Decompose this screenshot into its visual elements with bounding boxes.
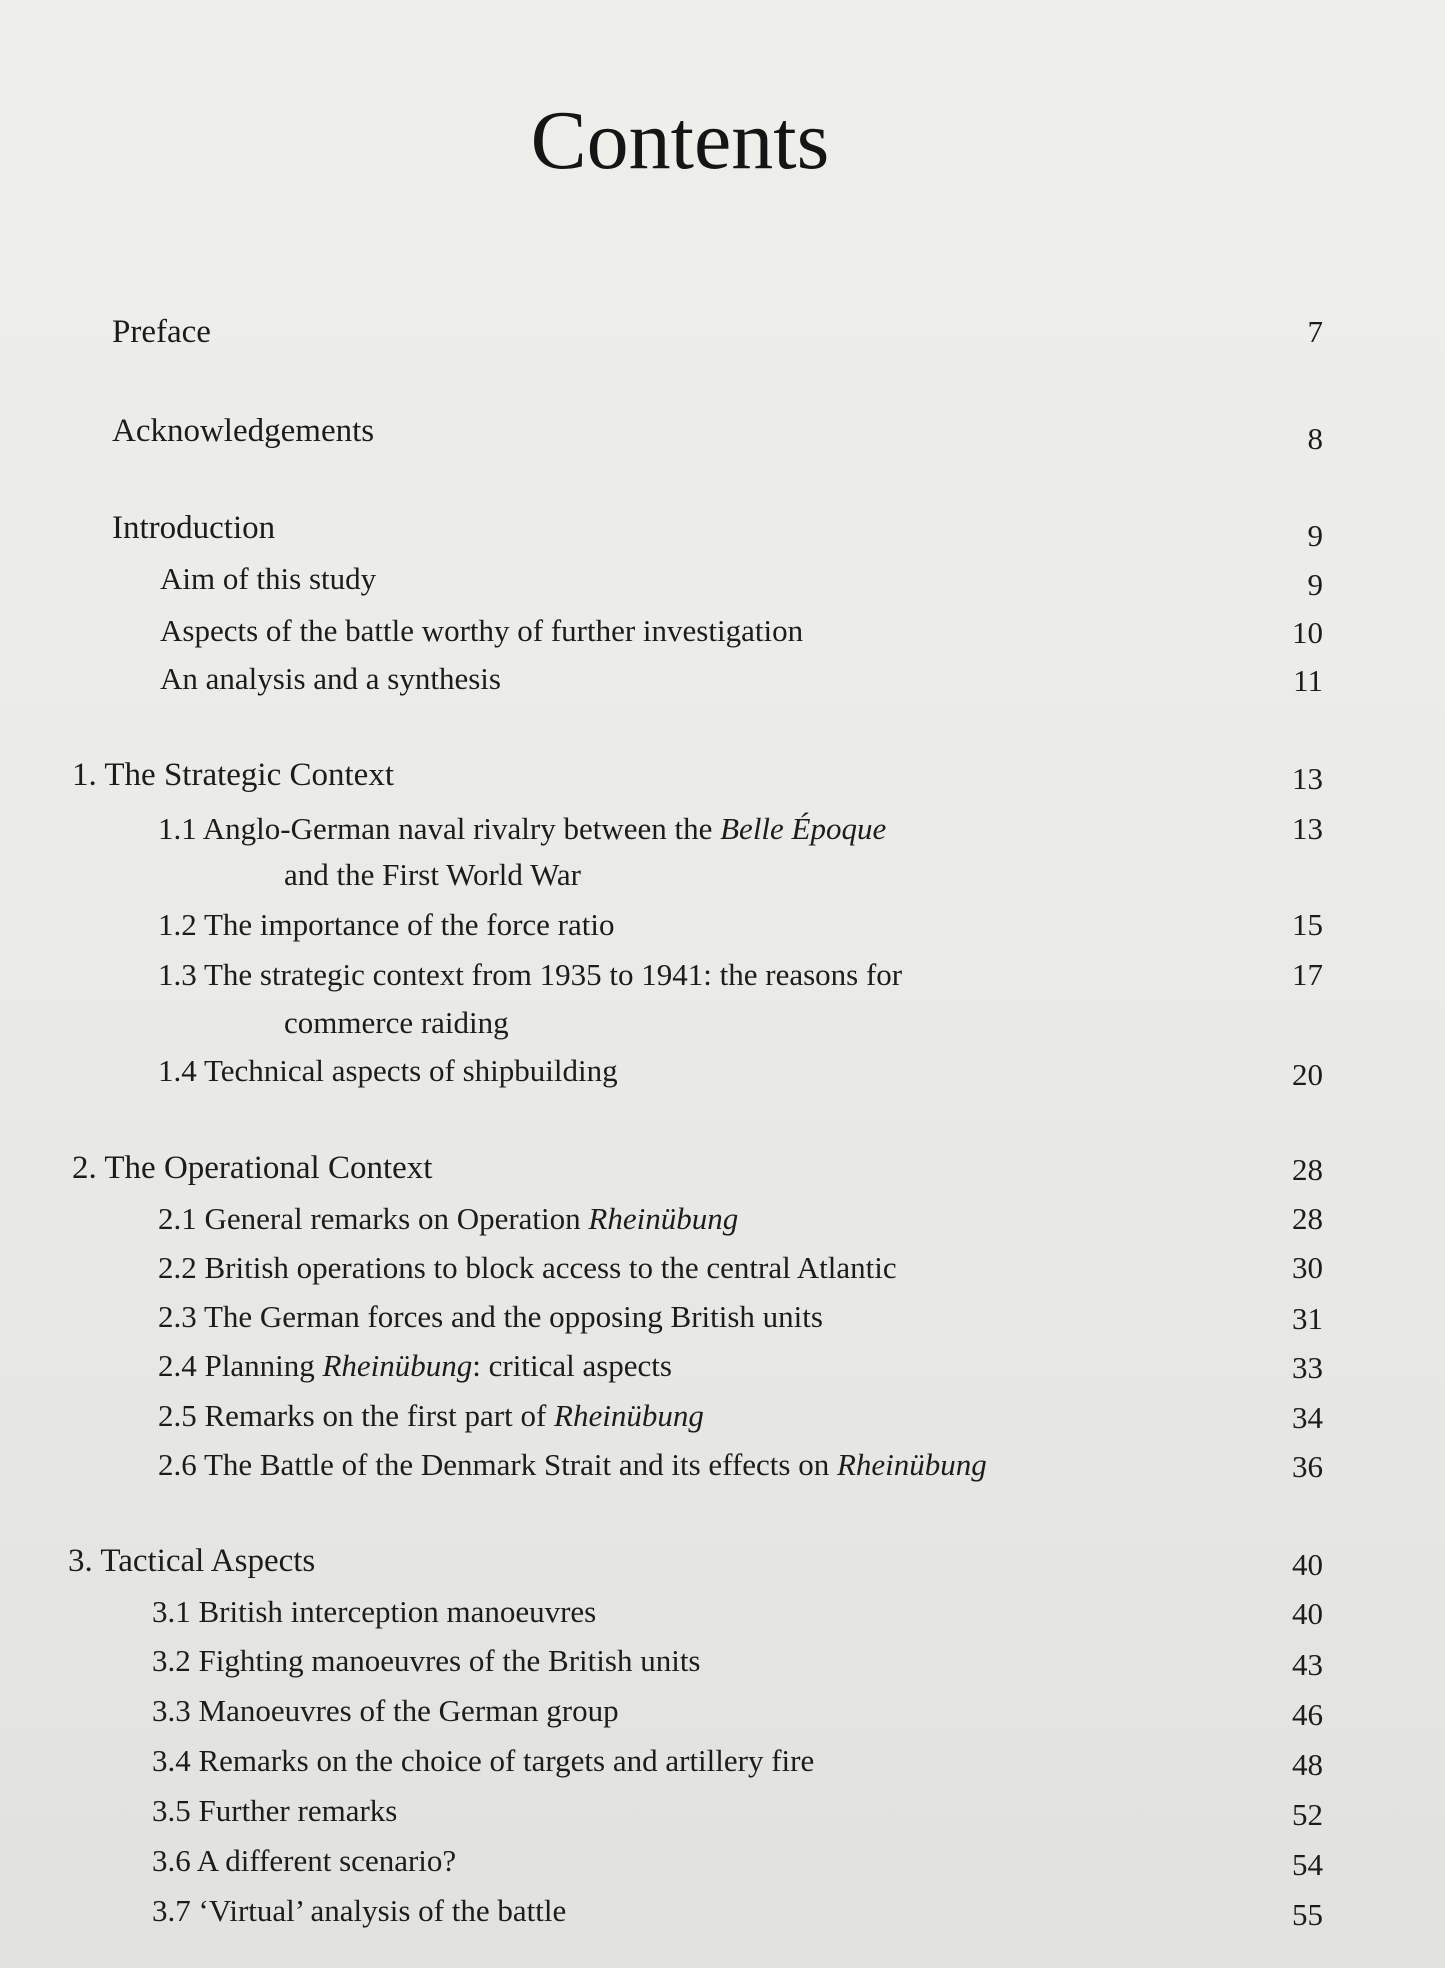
entry-page: 10 (1292, 615, 1323, 650)
toc-section-2-1[interactable] (0, 1196, 1445, 1242)
section-page: 13 (1292, 811, 1323, 846)
toc-section-2-6[interactable] (0, 1442, 1445, 1488)
page-title: Contents (530, 94, 830, 187)
section-label-continuation: commerce raiding (284, 1005, 509, 1040)
entry-page: 9 (1307, 518, 1323, 553)
section-label: 1.1 Anglo-German naval rivalry between the Belle Époque (158, 811, 887, 846)
section-label: 1.3 The strategic context from 1935 to 1941: the reasons for (158, 957, 903, 992)
toc-section-1-2[interactable] (0, 902, 1445, 948)
italic-term: Belle Époque (720, 811, 887, 846)
entry-label: Introduction (112, 510, 276, 546)
toc-entry-intro-analysis[interactable] (0, 656, 1445, 702)
chapter-page: 28 (1292, 1152, 1323, 1187)
entry-label: Acknowledgements (112, 413, 375, 449)
section-label: 2.3 The German forces and the opposing British units (158, 1299, 823, 1334)
chapter-label: 1. The Strategic Context (72, 757, 394, 793)
toc-chapter-3[interactable] (0, 1538, 1445, 1584)
section-page: 54 (1292, 1847, 1323, 1882)
toc-chapter-1[interactable] (0, 752, 1445, 798)
toc-section-3-7[interactable] (0, 1888, 1445, 1934)
chapter-page: 13 (1292, 761, 1323, 796)
section-page: 15 (1292, 907, 1323, 942)
section-label: 2.1 General remarks on Operation Rheinübung (158, 1201, 739, 1236)
toc-section-1-4[interactable] (0, 1048, 1445, 1094)
entry-label: An analysis and a synthesis (160, 661, 501, 696)
toc-section-3-2[interactable] (0, 1638, 1445, 1684)
chapter-label: 3. Tactical Aspects (68, 1543, 316, 1579)
toc-section-2-4[interactable] (0, 1343, 1445, 1389)
section-label: 2.5 Remarks on the first part of Rheinübung (158, 1398, 704, 1433)
toc-section-3-6[interactable] (0, 1838, 1445, 1884)
entry-page: 8 (1307, 421, 1323, 456)
section-page: 43 (1292, 1647, 1323, 1682)
toc-section-3-4[interactable] (0, 1738, 1445, 1784)
toc-entry-intro-aspects[interactable] (0, 608, 1445, 654)
section-label: 3.4 Remarks on the choice of targets and artillery fire (152, 1743, 815, 1778)
entry-label: Aim of this study (160, 561, 377, 596)
toc-section-2-2[interactable] (0, 1245, 1445, 1291)
entry-page: 11 (1293, 663, 1323, 698)
toc-section-2-5[interactable] (0, 1393, 1445, 1439)
section-page: 48 (1292, 1747, 1323, 1782)
toc-section-3-1[interactable] (0, 1589, 1445, 1635)
chapter-page: 40 (1292, 1547, 1323, 1582)
section-label: 2.6 The Battle of the Denmark Strait and its effects on Rheinübung (158, 1447, 987, 1482)
section-label: 3.5 Further remarks (152, 1793, 398, 1828)
italic-term: Rheinübung (588, 1201, 739, 1236)
section-page: 31 (1292, 1301, 1323, 1336)
toc-section-1-3-continuation (0, 1000, 1445, 1046)
section-page: 52 (1292, 1797, 1323, 1832)
section-label: 3.3 Manoeuvres of the German group (152, 1693, 619, 1728)
section-page: 20 (1292, 1057, 1323, 1092)
toc-entry-preface[interactable] (0, 309, 1445, 355)
entry-label: Preface (112, 314, 211, 350)
toc-entry-introduction[interactable] (0, 505, 1445, 551)
section-label-continuation: and the First World War (284, 857, 581, 892)
section-label: 2.4 Planning Rheinübung: critical aspects (158, 1348, 672, 1383)
section-page: 30 (1292, 1250, 1323, 1285)
section-label: 3.7 ‘Virtual’ analysis of the battle (152, 1893, 567, 1928)
toc-section-1-1-continuation (0, 852, 1445, 898)
section-label: 2.2 British operations to block access to the central Atlantic (158, 1250, 897, 1285)
section-label: 3.2 Fighting manoeuvres of the British units (152, 1643, 701, 1678)
toc-entry-acknowledgements[interactable] (0, 408, 1445, 454)
toc-section-3-5[interactable] (0, 1788, 1445, 1834)
toc-section-1-1[interactable] (0, 806, 1445, 852)
section-page: 34 (1292, 1400, 1323, 1435)
section-label: 3.6 A different scenario? (152, 1843, 457, 1878)
entry-page: 7 (1307, 314, 1323, 349)
entry-label: Aspects of the battle worthy of further investigation (160, 613, 804, 648)
section-page: 46 (1292, 1697, 1323, 1732)
section-page: 36 (1292, 1449, 1323, 1484)
section-page: 40 (1292, 1596, 1323, 1631)
section-label: 1.2 The importance of the force ratio (158, 907, 615, 942)
section-page: 28 (1292, 1201, 1323, 1236)
italic-term: Rheinübung (322, 1348, 473, 1383)
entry-page: 9 (1307, 567, 1323, 602)
toc-section-2-3[interactable] (0, 1294, 1445, 1340)
section-page: 33 (1292, 1350, 1323, 1385)
section-label: 1.4 Technical aspects of shipbuilding (158, 1053, 618, 1088)
toc-section-1-3[interactable] (0, 952, 1445, 998)
italic-term: Rheinübung (554, 1398, 704, 1433)
section-label: 3.1 British interception manoeuvres (152, 1594, 597, 1629)
section-page: 17 (1292, 957, 1323, 992)
toc-entry-intro-aim[interactable] (0, 556, 1445, 602)
chapter-label: 2. The Operational Context (72, 1150, 433, 1186)
toc-chapter-2[interactable] (0, 1145, 1445, 1191)
section-page: 55 (1292, 1897, 1323, 1932)
italic-term: Rheinübung (836, 1447, 987, 1482)
toc-section-3-3[interactable] (0, 1688, 1445, 1734)
